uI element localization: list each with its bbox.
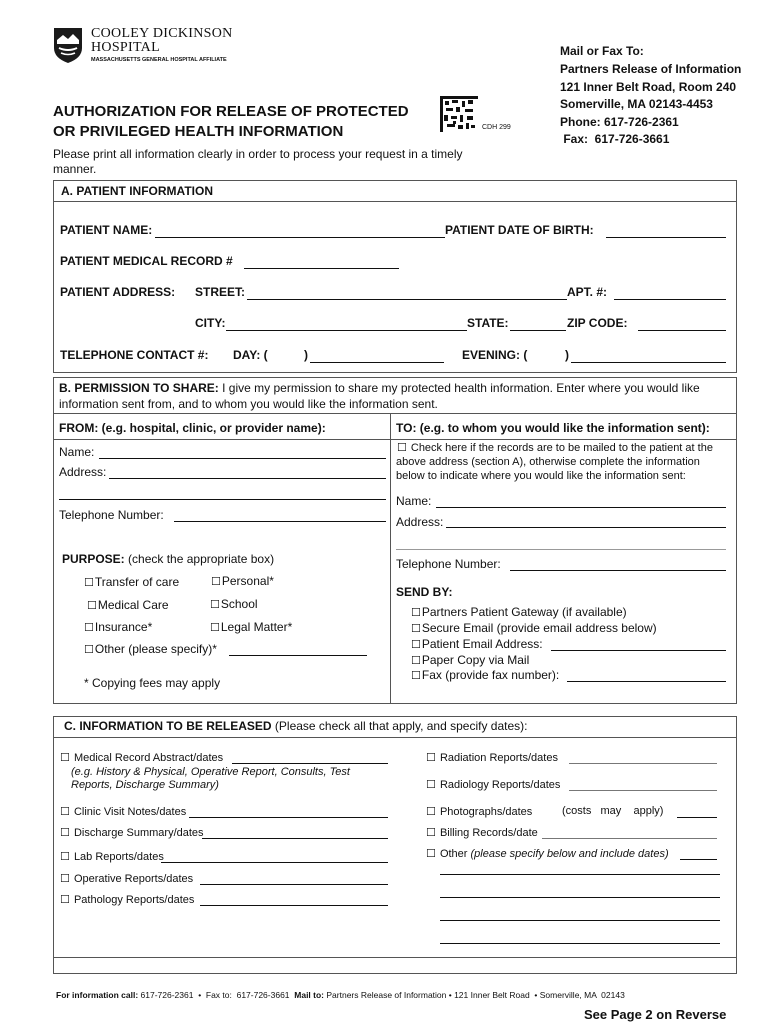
checkbox-icon[interactable]: ☐ [60,893,70,906]
purpose-insurance[interactable]: ☐Insurance* [84,620,153,634]
form-code: CDH 299 [482,124,511,131]
to-address-label: Address: [396,515,444,529]
to-phone-field[interactable] [510,556,726,571]
radiology-dates[interactable] [569,777,717,791]
from-phone-label: Telephone Number: [59,508,164,522]
item-radiology[interactable]: ☐ Radiology Reports/dates [426,778,561,791]
patient-name-label: PATIENT NAME: [60,223,153,237]
checkbox-icon[interactable]: ☐ [411,622,421,635]
to-phone-label: Telephone Number: [396,557,501,571]
pathology-dates[interactable] [200,892,388,906]
evening-close: ) [565,348,569,362]
send-patient-email[interactable]: ☐Patient Email Address: [411,637,543,651]
send-by-label: SEND BY: [396,585,453,599]
checkbox-icon[interactable]: ☐ [210,621,220,634]
item-radiation[interactable]: ☐ Radiation Reports/dates [426,751,558,764]
checkbox-icon[interactable]: ☐ [84,621,94,634]
checkbox-icon[interactable]: ☐ [411,638,421,651]
other-line-3[interactable] [440,920,720,921]
section-b-heading [59,380,729,412]
street-field[interactable] [247,285,567,300]
purpose-label: PURPOSE: (check the appropriate box) [62,552,275,566]
medical-abstract-dates[interactable] [232,750,388,764]
purpose-personal[interactable]: ☐Personal* [211,574,274,588]
state-field[interactable] [510,316,566,331]
fees-note: * Copying fees may apply [84,676,221,690]
from-phone-field[interactable] [174,507,386,522]
city-field[interactable] [226,316,467,331]
radiation-dates[interactable] [569,750,717,764]
to-heading: TO: (e.g. to whom you would like the information sent): [396,421,710,435]
logo-line2: HOSPITAL [91,40,160,55]
billing-dates[interactable] [542,825,717,839]
section-c-heading: C. INFORMATION TO BE RELEASED (Please check all that apply, and specify dates): [64,719,528,733]
checkbox-icon[interactable]: ☐ [87,599,97,612]
checkbox-icon[interactable]: ☐ [60,850,70,863]
patient-name-field[interactable] [155,223,445,238]
mail-line4: Somerville, MA 02143-4453 [560,97,713,111]
to-name-label: Name: [396,494,432,508]
checkbox-icon[interactable]: ☐ [84,643,94,656]
photographs-dates[interactable] [677,804,717,818]
checkbox-icon[interactable]: ☐ [60,872,70,885]
purpose-medical-care[interactable]: ☐Medical Care [87,598,169,612]
city-label: CITY: [195,316,226,330]
section-c [53,716,737,974]
other-short-field[interactable] [680,846,717,860]
to-address-field-2[interactable] [396,535,726,550]
mail-line6: Fax: 617-726-3661 [560,132,670,146]
send-fax[interactable]: ☐Fax (provide fax number): [411,668,560,682]
checkbox-icon[interactable]: ☐ [411,669,421,682]
checkbox-icon[interactable]: ☐ [411,654,421,667]
purpose-legal[interactable]: ☐Legal Matter* [210,620,293,634]
street-label: STREET: [195,285,246,299]
send-gateway[interactable]: ☐Partners Patient Gateway (if available) [411,605,627,619]
footer-info: For information call: 617-726-2361 • Fax to: 617-726-3661 Mail to: Partners Release of Information • 121 Inner Belt Road • Somerville, MA 02143 [56,990,625,1000]
item-other[interactable]: ☐ Other (please specify below and include dates) [426,847,669,860]
see-page-2: See Page 2 on Reverse [584,1007,727,1022]
purpose-school[interactable]: ☐School [210,597,258,611]
section-b-title: B. PERMISSION TO SHARE: [59,381,219,395]
from-address-field[interactable] [109,464,386,479]
item-lab[interactable]: ☐ Lab Reports/dates [60,850,164,863]
form-title-line1: AUTHORIZATION FOR RELEASE OF PROTECTED [53,103,409,120]
checkbox-icon[interactable]: ☐ [397,441,407,454]
shield-logo-icon [53,26,83,64]
section-b [53,377,737,704]
operative-dates[interactable] [200,871,388,885]
checkbox-icon[interactable]: ☐ [60,805,70,818]
item-clinic-visit[interactable]: ☐ Clinic Visit Notes/dates [60,805,187,818]
item-billing[interactable]: ☐ Billing Records/date [426,826,538,839]
lab-dates[interactable] [161,849,388,863]
apt-field[interactable] [614,285,726,300]
mail-line2: Partners Release of Information [560,62,742,76]
checkbox-icon[interactable]: ☐ [426,778,436,791]
item-medical-abstract[interactable]: ☐ Medical Record Abstract/dates [60,751,224,764]
to-note: ☐ Check here if the records are to be mailed to the patient at the above address (section A), otherwise complete the information below to indicate where you would like the information sent: [396,441,713,482]
checkbox-icon[interactable]: ☐ [211,575,221,588]
to-address-field[interactable] [446,513,726,528]
patient-email-field[interactable] [551,636,726,651]
zip-field[interactable] [638,316,726,331]
mail-line3: 121 Inner Belt Road, Room 240 [560,80,737,94]
day-close: ) [304,348,308,362]
item-photographs[interactable]: ☐ Photographs/dates [426,805,533,818]
checkbox-icon[interactable]: ☐ [60,826,70,839]
from-name-label: Name: [59,445,95,459]
address-label: PATIENT ADDRESS: [60,285,176,299]
from-name-field[interactable] [99,444,386,459]
purpose-other-field[interactable] [229,641,367,656]
checkbox-icon[interactable]: ☐ [426,826,436,839]
photo-cost-note: (costs may apply) [562,805,664,817]
from-heading: FROM: (e.g. hospital, clinic, or provider name): [59,421,326,435]
mrn-label: PATIENT MEDICAL RECORD # [60,254,233,268]
other-line-1[interactable] [440,874,720,875]
apt-label: APT. #: [567,285,608,299]
purpose-other[interactable]: ☐Other (please specify)* [84,642,217,656]
evening-label: EVENING: ( [462,348,528,362]
to-name-field[interactable] [436,493,726,508]
fax-number-field[interactable] [567,667,726,682]
dob-field[interactable] [606,223,726,238]
zip-label: ZIP CODE: [567,316,628,330]
abstract-note-1: (e.g. History & Physical, Operative Report, Consults, Test [71,766,350,778]
from-address-field-2[interactable] [59,485,386,500]
mrn-field[interactable] [244,254,399,269]
checkbox-icon[interactable]: ☐ [84,576,94,589]
clinic-visit-dates[interactable] [189,804,388,818]
checkbox-icon[interactable]: ☐ [426,751,436,764]
other-line-4[interactable] [440,943,720,944]
dob-label: PATIENT DATE OF BIRTH: [445,223,594,237]
item-pathology[interactable]: ☐ Pathology Reports/dates [60,893,195,906]
abstract-note-2: Reports, Discharge Summary) [71,779,219,791]
other-line-2[interactable] [440,897,720,898]
from-address-label: Address: [59,465,107,479]
logo-affiliate: MASSACHUSETTS GENERAL HOSPITAL AFFILIATE [91,57,227,63]
section-b-text: I give my permission to share my protected health information. Enter where you would like information sent from, and to whom you would like the information sent. [59,381,700,411]
checkbox-icon[interactable]: ☐ [426,847,436,860]
checkbox-icon[interactable]: ☐ [60,751,70,764]
mail-line5: Phone: 617-726-2361 [560,115,679,129]
state-label: STATE: [467,316,509,330]
send-paper[interactable]: ☐Paper Copy via Mail [411,653,530,667]
hospital-logo [53,26,233,66]
item-operative[interactable]: ☐ Operative Reports/dates [60,872,194,885]
evening-phone-field[interactable] [571,348,726,363]
checkbox-icon[interactable]: ☐ [411,606,421,619]
phone-label: TELEPHONE CONTACT #: [60,348,209,362]
intro-text: Please print all information clearly in order to process your request in a timely manner. [53,147,463,176]
checkbox-icon[interactable]: ☐ [210,598,220,611]
section-a [53,180,737,373]
send-secure-email[interactable]: ☐Secure Email (provide email address below) [411,621,657,635]
checkbox-icon[interactable]: ☐ [426,805,436,818]
form-title-line2: OR PRIVILEGED HEALTH INFORMATION [53,123,344,140]
purpose-transfer[interactable]: ☐Transfer of care [84,575,180,589]
item-discharge[interactable]: ☐ Discharge Summary/dates [60,826,204,839]
section-a-heading: A. PATIENT INFORMATION [61,184,213,198]
mail-line1: Mail or Fax To: [560,44,644,58]
discharge-dates[interactable] [202,825,388,839]
barcode-icon [440,96,478,132]
day-phone-field[interactable] [310,348,444,363]
logo-line1: COOLEY DICKINSON [91,26,233,41]
day-label: DAY: ( [233,348,268,362]
